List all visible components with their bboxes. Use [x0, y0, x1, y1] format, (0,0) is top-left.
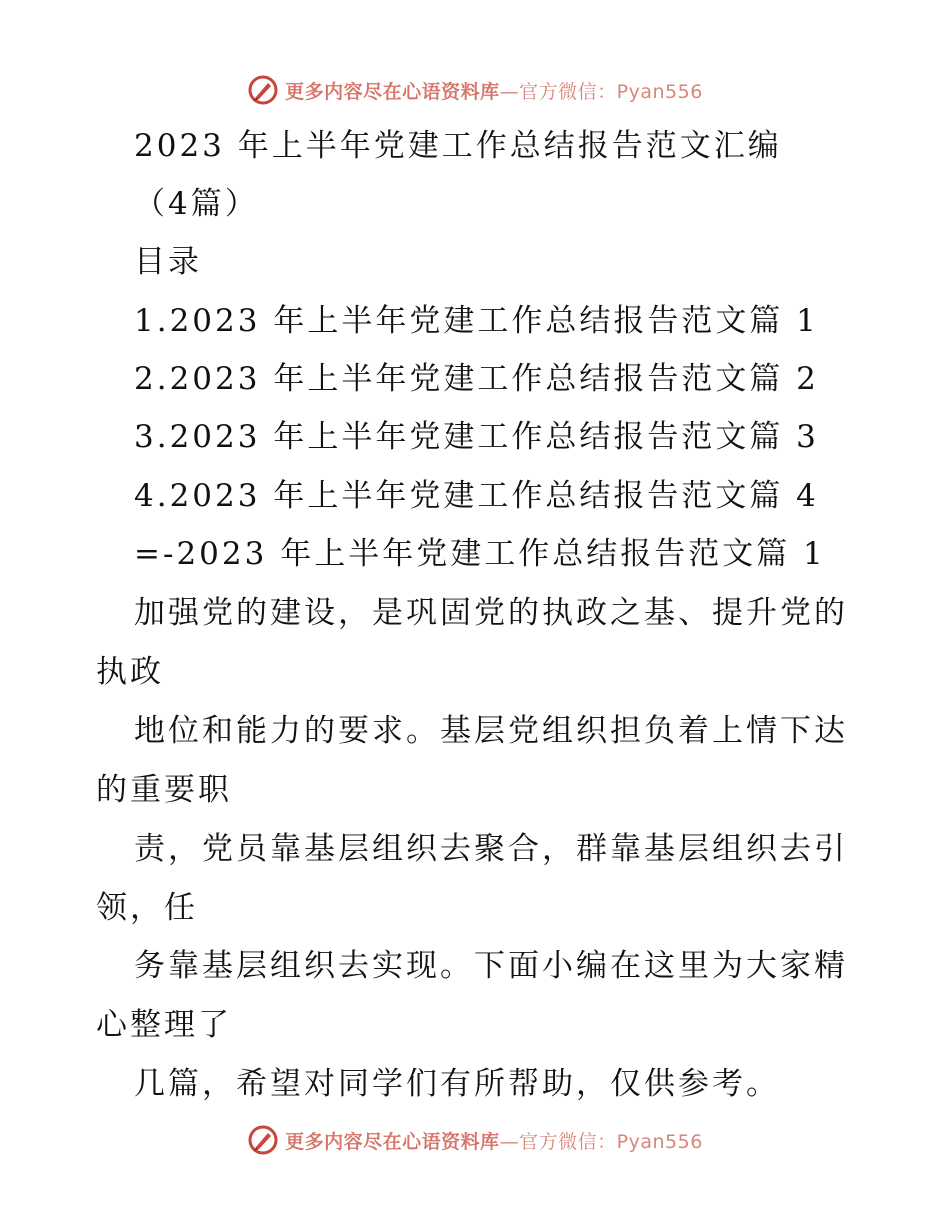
- body-line: 心整理了: [96, 1007, 232, 1043]
- body-line: 责，党员靠基层组织去聚合，群靠基层组织去引: [134, 831, 848, 867]
- watermark-brand: 更多内容尽在心语资料库: [285, 80, 500, 103]
- watermark-separator: —: [499, 1130, 520, 1153]
- body-line: 务靠基层组织去实现。下面小编在这里为大家精: [134, 948, 848, 984]
- toc-item: 3.2023 年上半年党建工作总结报告范文篇 3: [134, 419, 819, 455]
- footer-watermark: [0, 1120, 950, 1160]
- toc-item: 2.2023 年上半年党建工作总结报告范文篇 2: [134, 361, 819, 397]
- toc-item: 1.2023 年上半年党建工作总结报告范文篇 1: [134, 303, 819, 339]
- toc-heading: 目录: [134, 244, 202, 280]
- toc-item: 4.2023 年上半年党建工作总结报告范文篇 4: [134, 478, 819, 514]
- body-line: 的重要职: [96, 772, 232, 808]
- document-title: 2023 年上半年党建工作总结报告范文汇编: [134, 128, 782, 164]
- body-line: 执政: [96, 654, 164, 690]
- watermark-contact: 官方微信：Pyan556: [519, 80, 703, 103]
- section-heading: =-2023 年上半年党建工作总结报告范文篇 1: [134, 536, 826, 572]
- document-title-count: （4篇）: [134, 186, 259, 222]
- pen-logo-icon: [247, 1124, 279, 1156]
- watermark-contact: 官方微信：Pyan556: [519, 1130, 703, 1153]
- body-line: 领，任: [96, 890, 198, 926]
- watermark-brand: 更多内容尽在心语资料库: [285, 1130, 500, 1153]
- body-line: 加强党的建设，是巩固党的执政之基、提升党的: [134, 595, 848, 631]
- watermark-separator: —: [499, 80, 520, 103]
- body-line: 地位和能力的要求。基层党组织担负着上情下达: [134, 713, 848, 749]
- watermark-text: [285, 1127, 703, 1154]
- body-line: 几篇，希望对同学们有所帮助，仅供参考。: [134, 1066, 780, 1102]
